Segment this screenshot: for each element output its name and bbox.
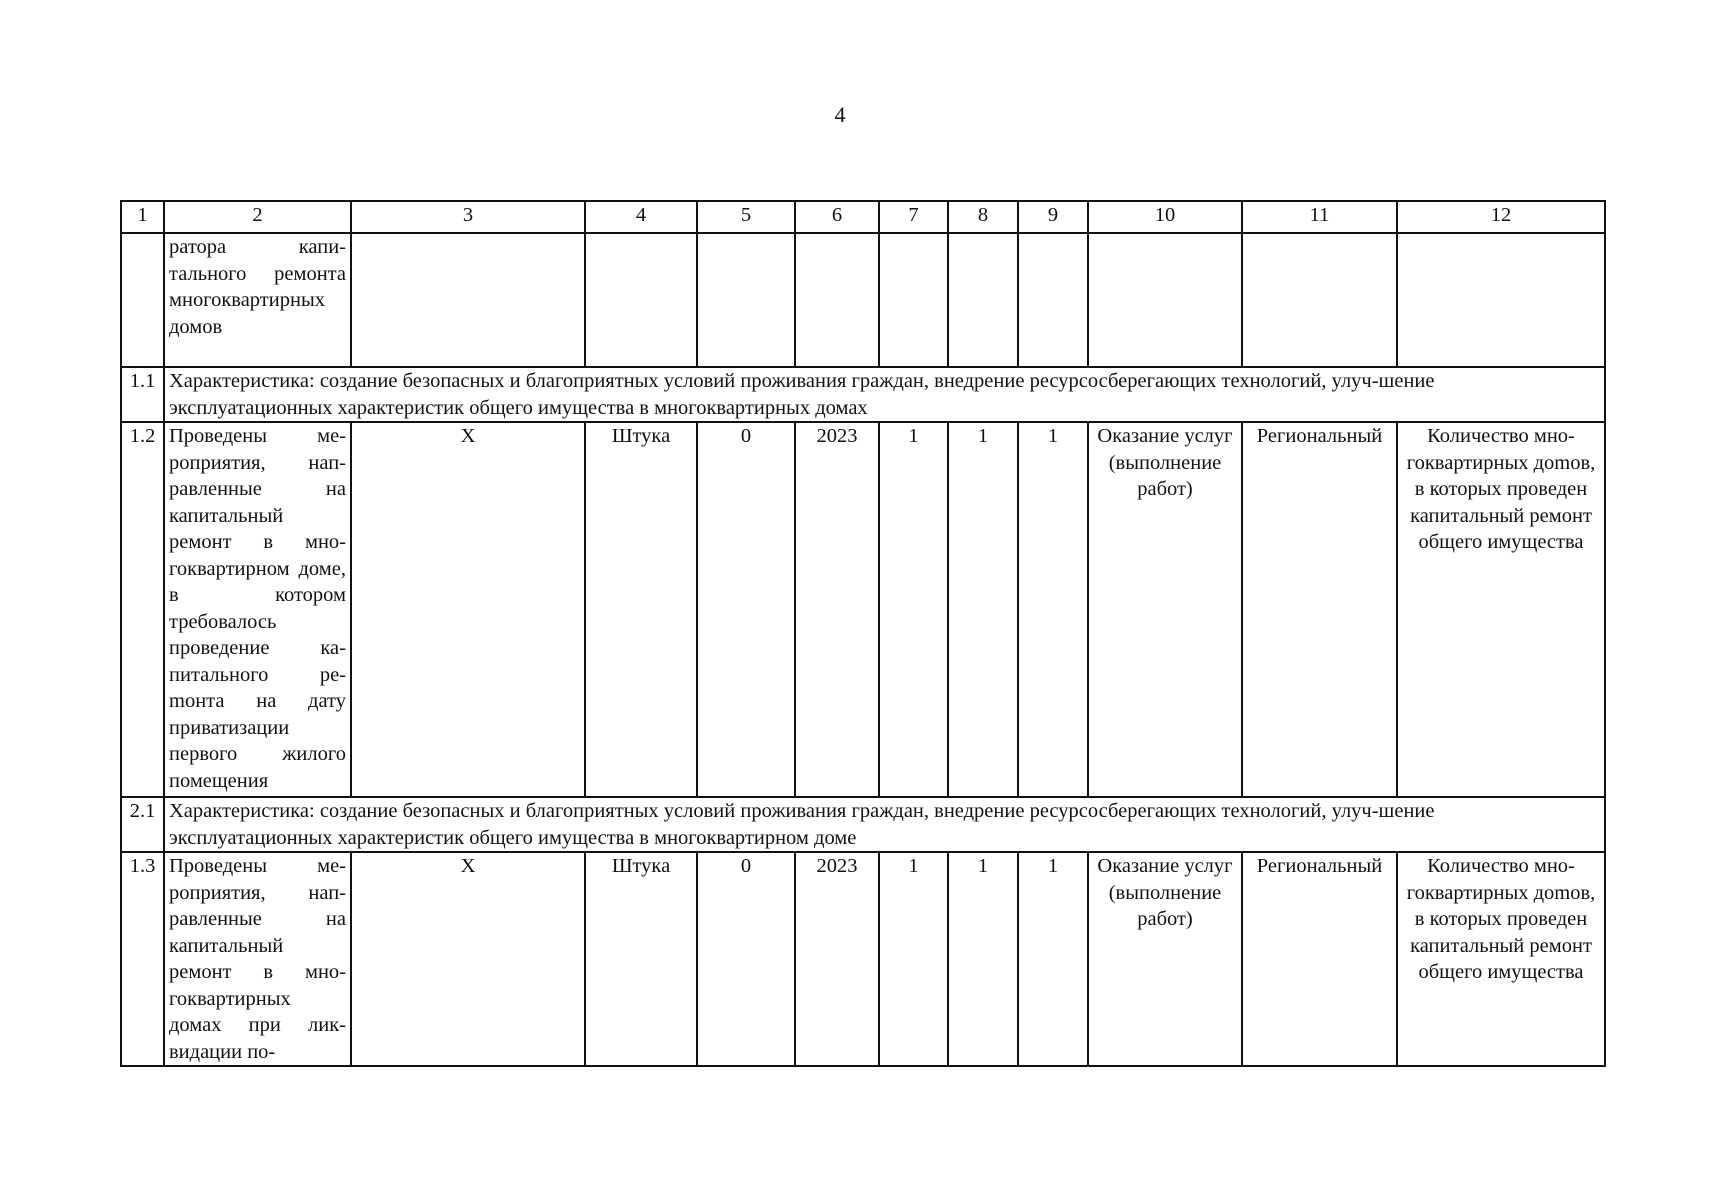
header-cell: 1	[121, 201, 164, 233]
cell-empty	[585, 233, 697, 367]
header-cell: 8	[948, 201, 1018, 233]
cell-col7: 1	[879, 422, 948, 797]
cell-type: Оказание услуг (выполнение работ)	[1088, 852, 1242, 1066]
cell-characteristic: Характеристика: создание безопасных и благоприятных условий проживания граждан, внедрение ресурсосберегающих технологий, улуч-шение эксплуатационных характеристик общего имущества в многоквартирном доме	[164, 797, 1605, 852]
cell-row-number: 1.3	[121, 852, 164, 1066]
table-row	[121, 422, 1605, 797]
cell-col9: 1	[1018, 422, 1088, 797]
table-row	[121, 852, 1605, 1066]
cell-empty	[795, 233, 879, 367]
header-cell: 7	[879, 201, 948, 233]
indicators-table	[120, 200, 1606, 1067]
cell-col5: 0	[697, 852, 795, 1066]
cell-empty	[948, 233, 1018, 367]
cell-empty	[351, 233, 585, 367]
cell-level: Региональный	[1242, 422, 1397, 797]
cell-indicator-name: Проведены мероприятия, направленные на капитальный ремонт в многоквартирном доме, в котором требовалось проведение капитального реmонта на дату приватизации первого жилого помещения	[164, 422, 351, 797]
cell-col8: 1	[948, 852, 1018, 1066]
header-cell: 12	[1397, 201, 1605, 233]
cell-indicator-name: Проведены мероприятия, направленные на капитальный ремонт в многоквартирных домах при ликвидации по-	[164, 852, 351, 1066]
cell-col3: Х	[351, 422, 585, 797]
cell-col8: 1	[948, 422, 1018, 797]
cell-empty	[697, 233, 795, 367]
cell-row-number: 2.1	[121, 797, 164, 852]
cell-row-number: 1.2	[121, 422, 164, 797]
cell-empty	[879, 233, 948, 367]
cell-year: 2023	[795, 422, 879, 797]
cell-col5: 0	[697, 422, 795, 797]
header-cell: 2	[164, 201, 351, 233]
cell-col9: 1	[1018, 852, 1088, 1066]
cell-year: 2023	[795, 852, 879, 1066]
table-row	[121, 367, 1605, 422]
table-row	[121, 797, 1605, 852]
header-cell: 5	[697, 201, 795, 233]
cell-type: Оказание услуг (выполнение работ)	[1088, 422, 1242, 797]
cell-empty	[1397, 233, 1605, 367]
cell-characteristic: Характеристика: создание безопасных и благоприятных условий проживания граждан, внедрение ресурсосберегающих технологий, улуч-шение эксплуатационных характеристик общего имущества в многоквартирных домах	[164, 367, 1605, 422]
header-cell: 4	[585, 201, 697, 233]
cell-unit: Штука	[585, 422, 697, 797]
cell-empty	[1242, 233, 1397, 367]
cell-col3: Х	[351, 852, 585, 1066]
cell-col7: 1	[879, 852, 948, 1066]
header-row	[121, 201, 1605, 233]
cell-empty	[121, 233, 164, 367]
header-cell: 9	[1018, 201, 1088, 233]
cell-level: Региональный	[1242, 852, 1397, 1066]
cell-indicator-name: ратора капитального ремонта многоквартирных домов	[164, 233, 351, 367]
table-row	[121, 233, 1605, 367]
cell-empty	[1088, 233, 1242, 367]
cell-description: Количество многоквартирных доmов, в которых проведен капитальный ремонт общего имущества	[1397, 852, 1605, 1066]
cell-row-number: 1.1	[121, 367, 164, 422]
header-cell: 10	[1088, 201, 1242, 233]
header-cell: 3	[351, 201, 585, 233]
cell-empty	[1018, 233, 1088, 367]
cell-unit: Штука	[585, 852, 697, 1066]
page-number: 4	[834, 102, 846, 127]
header-cell: 6	[795, 201, 879, 233]
cell-description: Количество многоквартирных доmов, в которых проведен капитальный ремонт общего имущества	[1397, 422, 1605, 797]
header-cell: 11	[1242, 201, 1397, 233]
